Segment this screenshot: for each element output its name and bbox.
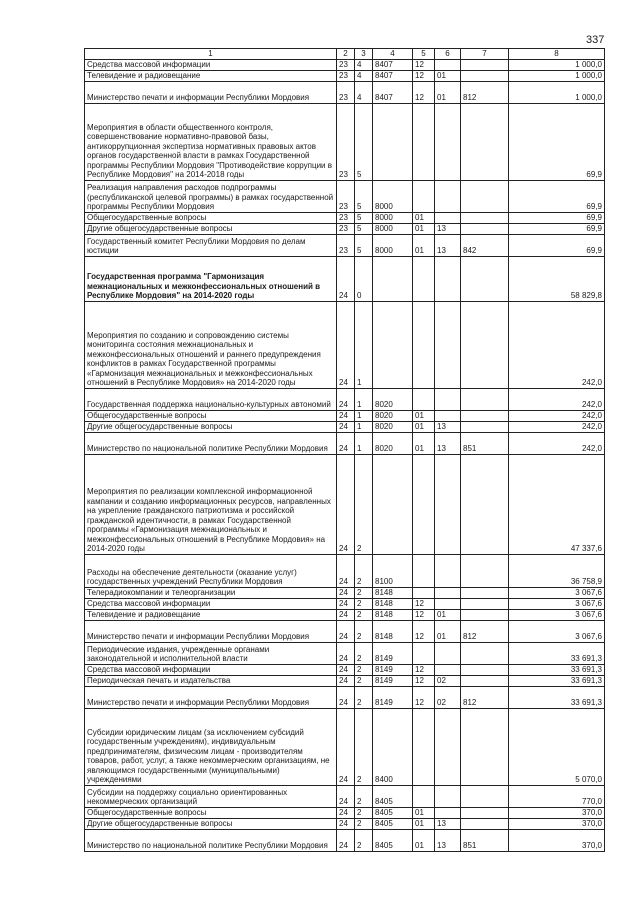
row-name: Министерство по национальной политике Республики Мордовия xyxy=(85,829,337,851)
row-name: Периодические издания, учрежденные органами законодательной и исполнительной власти xyxy=(85,642,337,664)
row-code-ministry xyxy=(461,609,509,620)
row-code-target: 8149 xyxy=(373,675,413,686)
header-cell: 3 xyxy=(355,49,373,60)
row-code-target: 8000 xyxy=(373,223,413,234)
row-code-subchapter: 02 xyxy=(435,675,461,686)
row-name: Расходы на обеспечение деятельности (оказание услуг) государственных учреждений Республики Мордовия xyxy=(85,554,337,587)
row-code-subsection: 1 xyxy=(355,410,373,421)
row-code-section: 24 xyxy=(337,301,355,388)
row-name: Общегосударственные вопросы xyxy=(85,212,337,223)
row-code-chapter: 01 xyxy=(413,223,435,234)
row-code-target: 8149 xyxy=(373,686,413,708)
row-code-target: 8149 xyxy=(373,664,413,675)
header-cell: 6 xyxy=(435,49,461,60)
table-row xyxy=(85,180,605,212)
row-code-chapter: 12 xyxy=(413,664,435,675)
row-code-subchapter xyxy=(435,454,461,554)
row-sum: 1 000,0 xyxy=(509,59,605,70)
row-name: Другие общегосударственные вопросы xyxy=(85,421,337,432)
row-code-target: 8407 xyxy=(373,59,413,70)
table-row xyxy=(85,103,605,180)
row-code-subsection: 2 xyxy=(355,664,373,675)
row-code-ministry xyxy=(461,410,509,421)
row-code-chapter xyxy=(413,103,435,180)
row-code-subchapter xyxy=(435,388,461,410)
row-code-ministry xyxy=(461,785,509,807)
row-code-chapter xyxy=(413,388,435,410)
row-code-chapter: 01 xyxy=(413,829,435,851)
header-cell: 1 xyxy=(85,49,337,60)
table-row xyxy=(85,554,605,587)
row-code-subchapter: 13 xyxy=(435,421,461,432)
row-code-subsection: 4 xyxy=(355,81,373,103)
row-code-target xyxy=(373,256,413,301)
row-code-subchapter xyxy=(435,642,461,664)
row-code-subsection: 1 xyxy=(355,432,373,454)
row-code-subchapter xyxy=(435,598,461,609)
table-row xyxy=(85,807,605,818)
row-code-subchapter: 13 xyxy=(435,818,461,829)
row-code-subsection: 5 xyxy=(355,223,373,234)
row-code-subchapter xyxy=(435,664,461,675)
table-row xyxy=(85,785,605,807)
row-code-ministry xyxy=(461,598,509,609)
row-sum: 3 067,6 xyxy=(509,609,605,620)
row-sum: 1 000,0 xyxy=(509,81,605,103)
row-code-chapter: 12 xyxy=(413,675,435,686)
row-code-chapter xyxy=(413,301,435,388)
row-code-subsection: 2 xyxy=(355,708,373,785)
row-name: Другие общегосударственные вопросы xyxy=(85,818,337,829)
row-code-section: 24 xyxy=(337,587,355,598)
row-code-subsection: 2 xyxy=(355,454,373,554)
row-sum: 770,0 xyxy=(509,785,605,807)
row-name: Мероприятия по созданию и сопровождению системы мониторинга состояния межнациональных и межконфессиональных отношений и раннего предупреждения конфликтов в рамках Государственной программы «Гармонизация межнациональных и межконфессиональных отношений в Республике Мордовия» на 2014-2020 годы xyxy=(85,301,337,388)
row-code-subsection: 5 xyxy=(355,103,373,180)
header-cell: 5 xyxy=(413,49,435,60)
row-code-subchapter: 13 xyxy=(435,223,461,234)
row-code-section: 23 xyxy=(337,103,355,180)
header-cell: 8 xyxy=(509,49,605,60)
row-code-section: 24 xyxy=(337,675,355,686)
table-row xyxy=(85,81,605,103)
row-sum: 33 691,3 xyxy=(509,664,605,675)
row-code-ministry xyxy=(461,587,509,598)
row-code-section: 24 xyxy=(337,686,355,708)
row-code-ministry xyxy=(461,642,509,664)
row-code-chapter: 12 xyxy=(413,598,435,609)
row-code-subsection: 0 xyxy=(355,256,373,301)
row-code-section: 24 xyxy=(337,620,355,642)
row-code-chapter: 12 xyxy=(413,609,435,620)
row-code-chapter: 01 xyxy=(413,212,435,223)
table-row xyxy=(85,223,605,234)
row-code-target xyxy=(373,454,413,554)
row-code-subchapter: 13 xyxy=(435,829,461,851)
row-code-ministry: 812 xyxy=(461,620,509,642)
row-name: Телерадиокомпании и телеорганизации xyxy=(85,587,337,598)
row-code-subsection: 2 xyxy=(355,675,373,686)
row-code-target: 8000 xyxy=(373,234,413,256)
row-code-chapter xyxy=(413,180,435,212)
row-code-target: 8100 xyxy=(373,554,413,587)
page-number: 337 xyxy=(586,34,605,46)
row-code-chapter xyxy=(413,256,435,301)
row-name: Мероприятия по реализации комплексной информационной кампании и созданию информационных ресурсов, направленных на укрепление гражданского патриотизма и российской гражданской идентичности, в рамках Государственной программы «Гармонизация межнациональных и межконфессиональных отношений в Республике Мордовия» на 2014-2020 годы xyxy=(85,454,337,554)
table-row xyxy=(85,59,605,70)
row-code-ministry xyxy=(461,708,509,785)
row-code-ministry xyxy=(461,212,509,223)
row-code-ministry: 812 xyxy=(461,81,509,103)
row-code-target: 8405 xyxy=(373,829,413,851)
row-name: Средства массовой информации xyxy=(85,664,337,675)
row-code-ministry xyxy=(461,301,509,388)
row-code-section: 24 xyxy=(337,256,355,301)
row-sum: 58 829,8 xyxy=(509,256,605,301)
row-code-chapter xyxy=(413,454,435,554)
table-row xyxy=(85,829,605,851)
table-row xyxy=(85,818,605,829)
row-code-section: 24 xyxy=(337,829,355,851)
row-code-section: 24 xyxy=(337,642,355,664)
row-code-ministry xyxy=(461,421,509,432)
row-code-ministry xyxy=(461,70,509,81)
row-code-target: 8148 xyxy=(373,587,413,598)
row-name: Государственный комитет Республики Мордовия по делам юстиции xyxy=(85,234,337,256)
row-code-section: 24 xyxy=(337,598,355,609)
row-code-chapter xyxy=(413,785,435,807)
row-code-subsection: 4 xyxy=(355,59,373,70)
row-code-target: 8407 xyxy=(373,70,413,81)
row-code-subchapter: 01 xyxy=(435,81,461,103)
row-name: Другие общегосударственные вопросы xyxy=(85,223,337,234)
row-code-ministry xyxy=(461,807,509,818)
row-code-chapter: 01 xyxy=(413,818,435,829)
row-code-section: 24 xyxy=(337,388,355,410)
row-code-subsection: 2 xyxy=(355,620,373,642)
table-body xyxy=(85,49,605,852)
row-code-ministry xyxy=(461,103,509,180)
row-name: Субсидии юридическим лицам (за исключением субсидий государственным учреждениям), индивидуальным предпринимателям, физическим лицам - производителям товаров, работ, услуг, а также некоммерческим организациям, не являющимся государственными (муниципальными) учреждениями xyxy=(85,708,337,785)
row-code-target: 8148 xyxy=(373,598,413,609)
row-code-ministry: 812 xyxy=(461,686,509,708)
row-code-target xyxy=(373,103,413,180)
row-code-subchapter: 01 xyxy=(435,609,461,620)
row-code-subchapter xyxy=(435,59,461,70)
row-code-chapter: 01 xyxy=(413,432,435,454)
row-code-subsection: 2 xyxy=(355,609,373,620)
row-code-section: 23 xyxy=(337,81,355,103)
row-sum: 5 070,0 xyxy=(509,708,605,785)
header-cell: 4 xyxy=(373,49,413,60)
row-code-ministry xyxy=(461,180,509,212)
row-name: Периодическая печать и издательства xyxy=(85,675,337,686)
table-row xyxy=(85,686,605,708)
row-code-target: 8020 xyxy=(373,432,413,454)
row-code-ministry xyxy=(461,388,509,410)
table-row xyxy=(85,234,605,256)
row-code-subchapter xyxy=(435,807,461,818)
table-row xyxy=(85,675,605,686)
row-code-ministry xyxy=(461,454,509,554)
table-row xyxy=(85,70,605,81)
row-code-section: 24 xyxy=(337,807,355,818)
row-sum: 1 000,0 xyxy=(509,70,605,81)
row-sum: 69,9 xyxy=(509,212,605,223)
row-code-subchapter xyxy=(435,410,461,421)
row-sum: 242,0 xyxy=(509,301,605,388)
row-code-target: 8000 xyxy=(373,212,413,223)
table-row xyxy=(85,664,605,675)
row-code-ministry: 842 xyxy=(461,234,509,256)
row-code-subchapter: 13 xyxy=(435,432,461,454)
table-row xyxy=(85,620,605,642)
row-name: Телевидение и радиовещание xyxy=(85,609,337,620)
row-code-subsection: 2 xyxy=(355,785,373,807)
row-code-subsection: 5 xyxy=(355,234,373,256)
row-code-subsection: 2 xyxy=(355,686,373,708)
row-code-section: 23 xyxy=(337,180,355,212)
row-name: Средства массовой информации xyxy=(85,59,337,70)
row-name: Мероприятия в области общественного контроля, совершенствование нормативно-правовой базы, антикоррупционная экспертиза нормативных правовых актов органов государственной власти в рамках Государственной программы Республики Мордовия "Противодействие коррупции в Республике Мордовия" на 2014-2018 годы xyxy=(85,103,337,180)
row-sum: 242,0 xyxy=(509,410,605,421)
row-code-subchapter xyxy=(435,785,461,807)
row-code-target: 8149 xyxy=(373,642,413,664)
row-code-subchapter: 01 xyxy=(435,70,461,81)
row-code-section: 24 xyxy=(337,454,355,554)
table-row xyxy=(85,256,605,301)
table-row xyxy=(85,587,605,598)
row-sum: 36 758,9 xyxy=(509,554,605,587)
row-code-ministry: 851 xyxy=(461,432,509,454)
row-name: Государственная поддержка национально-культурных автономий xyxy=(85,388,337,410)
row-code-chapter: 01 xyxy=(413,807,435,818)
row-name: Реализация направления расходов подпрограммы (республиканской целевой программы) в рамках государственной программы Республики Мордовия xyxy=(85,180,337,212)
row-name: Субсидии на поддержку социально ориентированных некоммерческих организаций xyxy=(85,785,337,807)
row-code-section: 24 xyxy=(337,410,355,421)
row-code-chapter xyxy=(413,554,435,587)
row-code-subchapter xyxy=(435,554,461,587)
row-sum: 33 691,3 xyxy=(509,642,605,664)
row-sum: 370,0 xyxy=(509,807,605,818)
row-name: Средства массовой информации xyxy=(85,598,337,609)
row-sum: 3 067,6 xyxy=(509,620,605,642)
row-code-chapter: 12 xyxy=(413,59,435,70)
row-code-subchapter xyxy=(435,708,461,785)
row-code-target: 8020 xyxy=(373,388,413,410)
row-code-chapter xyxy=(413,708,435,785)
row-sum: 370,0 xyxy=(509,829,605,851)
row-code-ministry xyxy=(461,59,509,70)
row-code-chapter: 12 xyxy=(413,81,435,103)
row-sum: 69,9 xyxy=(509,103,605,180)
budget-table xyxy=(84,48,605,852)
row-sum: 47 337,6 xyxy=(509,454,605,554)
row-code-chapter: 01 xyxy=(413,234,435,256)
row-sum: 242,0 xyxy=(509,432,605,454)
row-code-section: 24 xyxy=(337,664,355,675)
row-name: Телевидение и радиовещание xyxy=(85,70,337,81)
row-code-section: 24 xyxy=(337,785,355,807)
table-row xyxy=(85,708,605,785)
row-code-subsection: 2 xyxy=(355,829,373,851)
row-code-chapter: 12 xyxy=(413,70,435,81)
row-code-subsection: 2 xyxy=(355,554,373,587)
row-sum: 242,0 xyxy=(509,421,605,432)
row-code-ministry xyxy=(461,554,509,587)
row-code-subchapter xyxy=(435,587,461,598)
row-code-section: 24 xyxy=(337,609,355,620)
row-sum: 370,0 xyxy=(509,818,605,829)
row-code-target: 8148 xyxy=(373,620,413,642)
row-code-subchapter: 02 xyxy=(435,686,461,708)
row-code-target: 8020 xyxy=(373,421,413,432)
row-name: Общегосударственные вопросы xyxy=(85,410,337,421)
row-code-subsection: 1 xyxy=(355,388,373,410)
row-code-ministry xyxy=(461,818,509,829)
table-row xyxy=(85,410,605,421)
row-code-section: 24 xyxy=(337,708,355,785)
row-sum: 3 067,6 xyxy=(509,598,605,609)
row-name: Министерство печати и информации Республики Мордовия xyxy=(85,81,337,103)
row-code-subsection: 2 xyxy=(355,642,373,664)
row-code-section: 23 xyxy=(337,212,355,223)
row-code-ministry xyxy=(461,256,509,301)
row-code-chapter: 01 xyxy=(413,421,435,432)
row-sum: 69,9 xyxy=(509,223,605,234)
table-row xyxy=(85,301,605,388)
row-code-section: 23 xyxy=(337,59,355,70)
row-code-subsection: 1 xyxy=(355,421,373,432)
row-code-target: 8000 xyxy=(373,180,413,212)
row-code-target: 8405 xyxy=(373,818,413,829)
row-code-chapter xyxy=(413,587,435,598)
row-code-subsection: 2 xyxy=(355,807,373,818)
row-sum: 3 067,6 xyxy=(509,587,605,598)
row-code-ministry xyxy=(461,675,509,686)
row-code-ministry xyxy=(461,664,509,675)
row-sum: 69,9 xyxy=(509,180,605,212)
row-name: Министерство по национальной политике Республики Мордовия xyxy=(85,432,337,454)
row-code-section: 24 xyxy=(337,432,355,454)
row-code-subsection: 4 xyxy=(355,70,373,81)
row-code-subsection: 2 xyxy=(355,818,373,829)
row-code-subsection: 2 xyxy=(355,587,373,598)
row-code-subchapter xyxy=(435,301,461,388)
row-name: Министерство печати и информации Республики Мордовия xyxy=(85,620,337,642)
row-code-section: 23 xyxy=(337,223,355,234)
row-code-subchapter: 13 xyxy=(435,234,461,256)
row-code-section: 24 xyxy=(337,421,355,432)
row-code-chapter: 12 xyxy=(413,620,435,642)
row-code-subchapter xyxy=(435,212,461,223)
row-code-subchapter xyxy=(435,180,461,212)
row-code-chapter: 12 xyxy=(413,686,435,708)
row-code-target: 8020 xyxy=(373,410,413,421)
row-code-section: 24 xyxy=(337,818,355,829)
row-code-subsection: 5 xyxy=(355,212,373,223)
table-row xyxy=(85,421,605,432)
row-code-subchapter xyxy=(435,103,461,180)
row-name: Общегосударственные вопросы xyxy=(85,807,337,818)
table-row xyxy=(85,432,605,454)
row-name: Государственная программа "Гармонизация межнациональных и межконфессиональных отношений в Республике Мордовия" на 2014-2020 годы xyxy=(85,256,337,301)
row-code-chapter: 01 xyxy=(413,410,435,421)
table-row xyxy=(85,609,605,620)
row-sum: 242,0 xyxy=(509,388,605,410)
table-row xyxy=(85,388,605,410)
row-code-ministry: 851 xyxy=(461,829,509,851)
table-row xyxy=(85,454,605,554)
row-code-subsection: 2 xyxy=(355,598,373,609)
table-header-row xyxy=(85,49,605,60)
row-sum: 33 691,3 xyxy=(509,675,605,686)
row-code-subsection: 1 xyxy=(355,301,373,388)
row-code-target: 8400 xyxy=(373,708,413,785)
row-code-target: 8148 xyxy=(373,609,413,620)
row-code-target: 8405 xyxy=(373,785,413,807)
row-name: Министерство печати и информации Республики Мордовия xyxy=(85,686,337,708)
row-sum: 33 691,3 xyxy=(509,686,605,708)
table-row xyxy=(85,642,605,664)
row-code-ministry xyxy=(461,223,509,234)
table-row xyxy=(85,212,605,223)
row-code-chapter xyxy=(413,642,435,664)
row-code-target: 8407 xyxy=(373,81,413,103)
row-sum: 69,9 xyxy=(509,234,605,256)
header-cell: 7 xyxy=(461,49,509,60)
row-code-subchapter: 01 xyxy=(435,620,461,642)
row-code-target xyxy=(373,301,413,388)
row-code-subsection: 5 xyxy=(355,180,373,212)
table-row xyxy=(85,598,605,609)
row-code-section: 23 xyxy=(337,234,355,256)
header-cell: 2 xyxy=(337,49,355,60)
row-code-target: 8405 xyxy=(373,807,413,818)
row-code-section: 23 xyxy=(337,70,355,81)
row-code-section: 24 xyxy=(337,554,355,587)
row-code-subchapter xyxy=(435,256,461,301)
